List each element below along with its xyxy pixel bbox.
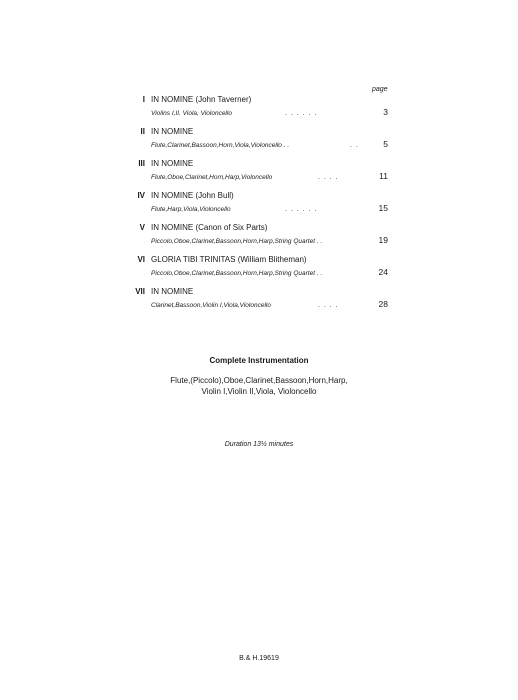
entry-numeral: VII xyxy=(135,287,145,296)
entry-title: IN NOMINE xyxy=(151,127,194,136)
toc-entry xyxy=(0,92,518,124)
entry-instruments: Piccolo,Oboe,Clarinet,Bassoon,Horn,Harp,String Quartet . . xyxy=(151,238,323,245)
entry-page-number: 5 xyxy=(383,139,388,149)
entry-leader-dots: . . . . . . xyxy=(285,110,318,117)
toc-entry xyxy=(0,220,518,252)
entry-numeral: V xyxy=(139,223,145,232)
entry-instruments: Flute,Harp,Viola,Violoncello xyxy=(151,206,231,213)
entry-page-number: 24 xyxy=(378,267,388,277)
instrumentation-heading: Complete Instrumentation xyxy=(209,356,309,365)
entry-title: GLORIA TIBI TRINITAS (William Blitheman) xyxy=(151,255,307,264)
entry-leader-dots: . . . . xyxy=(318,174,339,181)
entry-title: IN NOMINE (Canon of Six Parts) xyxy=(151,223,268,232)
entry-page-number: 19 xyxy=(378,235,388,245)
entry-page-number: 28 xyxy=(378,299,388,309)
toc-entry xyxy=(0,252,518,284)
catalog-number: B.& H.19619 xyxy=(239,655,279,662)
entry-numeral: VI xyxy=(137,255,145,264)
table-of-contents xyxy=(0,92,518,316)
entry-instruments: Violins I,II. Viola, Violoncello xyxy=(151,110,232,117)
entry-numeral: IV xyxy=(137,191,145,200)
toc-entry xyxy=(0,284,518,316)
toc-entry xyxy=(0,124,518,156)
entry-title: IN NOMINE xyxy=(151,287,194,296)
duration-note: Duration 13½ minutes xyxy=(224,441,294,448)
entry-instruments: Clarinet,Bassoon,Violin I,Viola,Violoncello xyxy=(151,302,271,309)
entry-leader-dots: . . xyxy=(350,142,359,149)
entry-instruments: Piccolo,Oboe,Clarinet,Bassoon,Horn,Harp,String Quartet . . xyxy=(151,270,323,277)
entry-leader-dots: . . . . xyxy=(318,302,339,309)
toc-entry xyxy=(0,156,518,188)
entry-numeral: I xyxy=(142,95,145,104)
entry-numeral: II xyxy=(140,127,145,136)
entry-instruments: Flute,Clarinet,Bassoon,Horn,Viola,Violoncello . . xyxy=(151,142,290,149)
entry-page-number: 11 xyxy=(379,171,388,181)
page-label: page xyxy=(372,86,388,93)
toc-entry xyxy=(0,188,518,220)
entry-title: IN NOMINE (John Taverner) xyxy=(151,95,252,104)
instrumentation-section xyxy=(0,356,518,397)
instrumentation-line: Flute,(Piccolo),Oboe,Clarinet,Bassoon,Horn,Harp, xyxy=(170,376,348,385)
entry-instruments: Flute,Oboe,Clarinet,Horn,Harp,Violoncello xyxy=(151,174,273,181)
entry-page-number: 15 xyxy=(378,203,388,213)
entry-leader-dots: . . . . . . xyxy=(285,206,318,213)
entry-title: IN NOMINE (John Bull) xyxy=(151,191,234,200)
entry-title: IN NOMINE xyxy=(151,159,194,168)
instrumentation-line: Violin I,Violin II,Viola, Violoncello xyxy=(201,387,317,396)
entry-numeral: III xyxy=(138,159,145,168)
entry-page-number: 3 xyxy=(383,107,388,117)
